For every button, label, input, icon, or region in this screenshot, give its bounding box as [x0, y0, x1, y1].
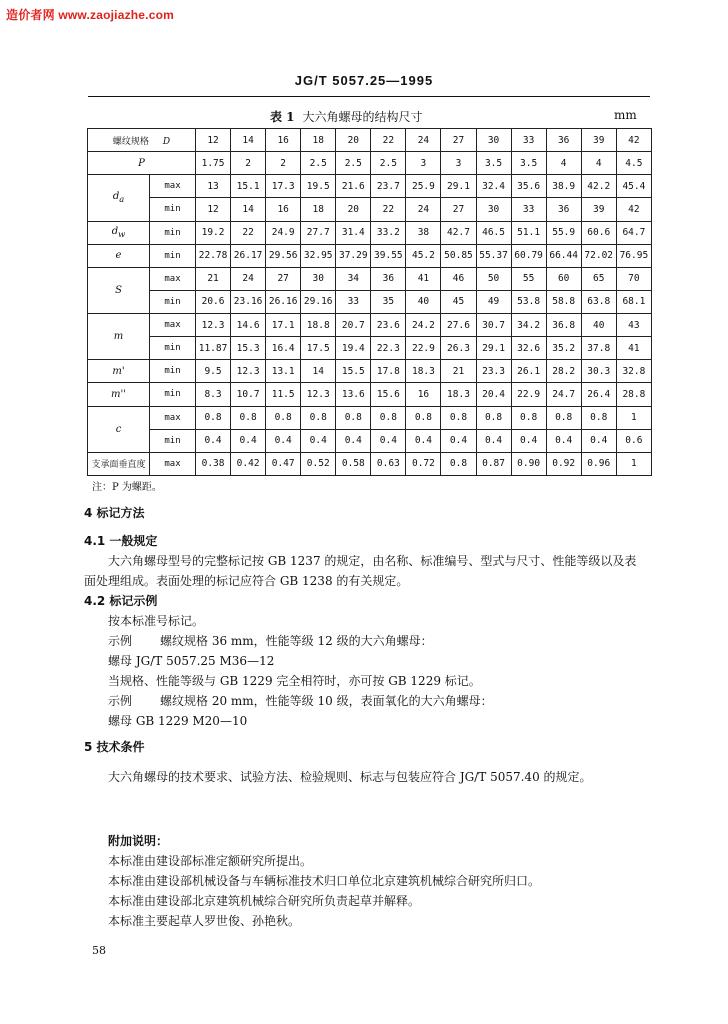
value-cell: 39 — [581, 198, 616, 221]
value-cell: 8.3 — [196, 383, 231, 406]
value-cell: 76.95 — [616, 244, 651, 267]
value-cell: 32.6 — [511, 337, 546, 360]
value-cell: 36.8 — [546, 314, 581, 337]
value-cell: 40 — [406, 290, 441, 313]
value-cell: 32.95 — [301, 244, 336, 267]
table-row-e — [88, 244, 652, 267]
table-unit: mm — [614, 108, 637, 122]
param-label: c — [88, 406, 150, 452]
limit-label: min — [150, 360, 196, 383]
value-cell: 29.56 — [266, 244, 301, 267]
value-cell: 36 — [546, 198, 581, 221]
section-4-2-line-1: 按本标准号标记。 — [108, 614, 205, 628]
value-cell: 2.5 — [301, 152, 336, 175]
param-label: $d_a$ — [88, 175, 150, 221]
value-cell: 13.6 — [336, 383, 371, 406]
value-cell: 55.37 — [476, 244, 511, 267]
value-cell: 0.8 — [511, 406, 546, 429]
value-cell: 34.2 — [511, 314, 546, 337]
value-cell: 0.52 — [301, 452, 336, 475]
param-label: S — [88, 267, 150, 313]
value-cell: 27.7 — [301, 221, 336, 244]
value-cell: 0.8 — [231, 406, 266, 429]
value-cell: 26.4 — [581, 383, 616, 406]
table-row-c-max — [88, 406, 652, 429]
value-cell: 22.9 — [511, 383, 546, 406]
value-cell: 2 — [266, 152, 301, 175]
value-cell: 2.5 — [336, 152, 371, 175]
value-cell: 14 — [231, 198, 266, 221]
size-cell: 27 — [441, 129, 476, 152]
value-cell: 33 — [511, 198, 546, 221]
value-cell: 18.8 — [301, 314, 336, 337]
value-cell: 32.4 — [476, 175, 511, 198]
param-label: P — [88, 152, 196, 175]
value-cell: 0.4 — [336, 429, 371, 452]
table-row-dw — [88, 221, 652, 244]
value-cell: 0.6 — [616, 429, 651, 452]
value-cell: 3 — [441, 152, 476, 175]
value-cell: 27.6 — [441, 314, 476, 337]
value-cell: 30.7 — [476, 314, 511, 337]
value-cell: 0.4 — [581, 429, 616, 452]
header-rule — [88, 96, 650, 97]
limit-label: max — [150, 406, 196, 429]
value-cell: 20.6 — [196, 290, 231, 313]
value-cell: 72.02 — [581, 244, 616, 267]
value-cell: 40 — [581, 314, 616, 337]
value-cell: 33 — [336, 290, 371, 313]
value-cell: 25.9 — [406, 175, 441, 198]
table-row-da-min — [88, 198, 652, 221]
size-cell: 24 — [406, 129, 441, 152]
page-number: 58 — [92, 944, 106, 957]
example-2-label: 示例 — [108, 694, 133, 708]
value-cell: 32.8 — [616, 360, 651, 383]
size-cell: 20 — [336, 129, 371, 152]
value-cell: 70 — [616, 267, 651, 290]
limit-label: min — [150, 221, 196, 244]
value-cell: 21 — [196, 267, 231, 290]
size-cell: 36 — [546, 129, 581, 152]
appendix-line-1: 本标准由建设部标准定额研究所提出。 — [108, 854, 313, 868]
value-cell: 0.4 — [301, 429, 336, 452]
limit-label: max — [150, 175, 196, 198]
value-cell: 3 — [406, 152, 441, 175]
value-cell: 18.3 — [441, 383, 476, 406]
example-1-marking: 螺母 JG/T 5057.25 M36—12 — [108, 654, 275, 668]
table-row-s-max — [88, 267, 652, 290]
value-cell: 43 — [616, 314, 651, 337]
value-cell: 34 — [336, 267, 371, 290]
value-cell: 63.8 — [581, 290, 616, 313]
param-label: m' — [88, 360, 150, 383]
value-cell: 30.3 — [581, 360, 616, 383]
value-cell: 65 — [581, 267, 616, 290]
param-label: $d_w$ — [88, 221, 150, 244]
value-cell: 0.58 — [336, 452, 371, 475]
value-cell: 0.4 — [511, 429, 546, 452]
size-cell: 14 — [231, 129, 266, 152]
value-cell: 4 — [581, 152, 616, 175]
value-cell: 21.6 — [336, 175, 371, 198]
value-cell: 0.8 — [336, 406, 371, 429]
value-cell: 16 — [406, 383, 441, 406]
value-cell: 4.5 — [616, 152, 651, 175]
value-cell: 23.6 — [371, 314, 406, 337]
value-cell: 68.1 — [616, 290, 651, 313]
value-cell: 46 — [441, 267, 476, 290]
value-cell: 11.87 — [196, 337, 231, 360]
example-1-text: 螺纹规格 36 mm，性能等级 12 级的大六角螺母： — [160, 634, 433, 648]
value-cell: 10.7 — [231, 383, 266, 406]
size-cell: 30 — [476, 129, 511, 152]
value-cell: 18 — [301, 198, 336, 221]
example-1-label: 示例 — [108, 634, 133, 648]
value-cell: 3.5 — [511, 152, 546, 175]
value-cell: 0.8 — [301, 406, 336, 429]
value-cell: 17.1 — [266, 314, 301, 337]
value-cell: 0.96 — [581, 452, 616, 475]
size-cell: 39 — [581, 129, 616, 152]
value-cell: 19.5 — [301, 175, 336, 198]
value-cell: 0.4 — [476, 429, 511, 452]
value-cell: 35 — [371, 290, 406, 313]
value-cell: 23.3 — [476, 360, 511, 383]
table-row-perpendicularity — [88, 452, 652, 475]
value-cell: 0.8 — [476, 406, 511, 429]
value-cell: 9.5 — [196, 360, 231, 383]
value-cell: 12.3 — [301, 383, 336, 406]
value-cell: 0.8 — [441, 452, 476, 475]
table-row-da-max — [88, 175, 652, 198]
limit-label: min — [150, 290, 196, 313]
section-4-1-line-2: 面处理组成。表面处理的标记应符合 GB 1238 的有关规定。 — [84, 574, 409, 588]
limit-label: min — [150, 429, 196, 452]
appendix-line-2: 本标准由建设部机械设备与车辆标准技术归口单位北京建筑机械综合研究所归口。 — [108, 874, 541, 888]
value-cell: 17.5 — [301, 337, 336, 360]
header-label: 螺纹规格 — [112, 136, 149, 147]
value-cell: 0.47 — [266, 452, 301, 475]
size-cell: 42 — [616, 129, 651, 152]
value-cell: 2.5 — [371, 152, 406, 175]
value-cell: 12 — [196, 198, 231, 221]
size-cell: 22 — [371, 129, 406, 152]
value-cell: 1 — [616, 452, 651, 475]
value-cell: 0.8 — [581, 406, 616, 429]
param-label: e — [88, 244, 150, 267]
value-cell: 26.1 — [511, 360, 546, 383]
site-watermark: 造价者网 www.zaojiazhe.com — [6, 8, 174, 22]
size-cell: 33 — [511, 129, 546, 152]
table-row-m-prime — [88, 360, 652, 383]
value-cell: 22 — [231, 221, 266, 244]
value-cell: 0.63 — [371, 452, 406, 475]
value-cell: 50 — [476, 267, 511, 290]
value-cell: 42 — [616, 198, 651, 221]
value-cell: 0.72 — [406, 452, 441, 475]
value-cell: 49 — [476, 290, 511, 313]
value-cell: 31.4 — [336, 221, 371, 244]
value-cell: 24 — [406, 198, 441, 221]
table-row-s-min — [88, 290, 652, 313]
value-cell: 12.3 — [196, 314, 231, 337]
value-cell: 45 — [441, 290, 476, 313]
value-cell: 29.1 — [441, 175, 476, 198]
param-label: m'' — [88, 383, 150, 406]
value-cell: 26.17 — [231, 244, 266, 267]
value-cell: 20.7 — [336, 314, 371, 337]
value-cell: 14 — [301, 360, 336, 383]
value-cell: 30 — [301, 267, 336, 290]
limit-label: min — [150, 383, 196, 406]
limit-label: min — [150, 198, 196, 221]
section-4-heading: 4 标记方法 — [84, 506, 145, 520]
header-label-cell — [88, 129, 196, 152]
value-cell: 24.7 — [546, 383, 581, 406]
value-cell: 20 — [336, 198, 371, 221]
value-cell: 20.4 — [476, 383, 511, 406]
dimension-table — [87, 128, 652, 476]
value-cell: 14.6 — [231, 314, 266, 337]
value-cell: 35.2 — [546, 337, 581, 360]
value-cell: 55.9 — [546, 221, 581, 244]
table-number: 表 1 — [270, 110, 295, 124]
limit-label: min — [150, 244, 196, 267]
value-cell: 0.8 — [546, 406, 581, 429]
value-cell: 0.8 — [196, 406, 231, 429]
value-cell: 0.42 — [231, 452, 266, 475]
value-cell: 50.85 — [441, 244, 476, 267]
value-cell: 22.3 — [371, 337, 406, 360]
value-cell: 36 — [371, 267, 406, 290]
value-cell: 23.16 — [231, 290, 266, 313]
value-cell: 53.8 — [511, 290, 546, 313]
value-cell: 13.1 — [266, 360, 301, 383]
size-cell: 12 — [196, 129, 231, 152]
value-cell: 30 — [476, 198, 511, 221]
value-cell: 0.8 — [406, 406, 441, 429]
value-cell: 41 — [616, 337, 651, 360]
value-cell: 45.2 — [406, 244, 441, 267]
value-cell: 26.16 — [266, 290, 301, 313]
value-cell: 24.2 — [406, 314, 441, 337]
value-cell: 37.29 — [336, 244, 371, 267]
section-4-1-line-1: 大六角螺母型号的完整标记按 GB 1237 的规定，由名称、标准编号、型式与尺寸、性能等级以及表 — [108, 554, 637, 568]
section-4-1-heading: 4.1 一般规定 — [84, 534, 158, 548]
value-cell: 0.4 — [546, 429, 581, 452]
value-cell: 24 — [231, 267, 266, 290]
table-row-p — [88, 152, 652, 175]
value-cell: 26.3 — [441, 337, 476, 360]
value-cell: 41 — [406, 267, 441, 290]
value-cell: 37.8 — [581, 337, 616, 360]
value-cell: 24.9 — [266, 221, 301, 244]
value-cell: 15.3 — [231, 337, 266, 360]
example-2-text: 螺纹规格 20 mm，性能等级 10 级，表面氧化的大六角螺母： — [160, 694, 493, 708]
value-cell: 23.7 — [371, 175, 406, 198]
value-cell: 0.90 — [511, 452, 546, 475]
value-cell: 22 — [371, 198, 406, 221]
value-cell: 45.4 — [616, 175, 651, 198]
value-cell: 17.3 — [266, 175, 301, 198]
value-cell: 35.6 — [511, 175, 546, 198]
table-row-m-double-prime — [88, 383, 652, 406]
value-cell: 21 — [441, 360, 476, 383]
section-4-2-heading: 4.2 标记示例 — [84, 594, 158, 608]
value-cell: 0.4 — [441, 429, 476, 452]
value-cell: 66.44 — [546, 244, 581, 267]
value-cell: 27 — [266, 267, 301, 290]
example-2 — [108, 692, 493, 709]
size-cell: 16 — [266, 129, 301, 152]
value-cell: 17.8 — [371, 360, 406, 383]
section-5-line-1: 大六角螺母的技术要求、试验方法、检验规则、标志与包装应符合 JG/T 5057.40 的规定。 — [108, 770, 592, 784]
value-cell: 2 — [231, 152, 266, 175]
section-4-2-line-2: 当规格、性能等级与 GB 1229 完全相符时，亦可按 GB 1229 标记。 — [108, 674, 481, 688]
appendix-heading: 附加说明： — [108, 834, 169, 848]
value-cell: 3.5 — [476, 152, 511, 175]
value-cell: 15.1 — [231, 175, 266, 198]
header-symbol: D — [162, 136, 171, 147]
value-cell: 29.16 — [301, 290, 336, 313]
value-cell: 42.7 — [441, 221, 476, 244]
table-title-text: 大六角螺母的结构尺寸 — [302, 110, 423, 124]
appendix-line-3: 本标准由建设部北京建筑机械综合研究所负责起草并解释。 — [108, 894, 421, 908]
value-cell: 60.79 — [511, 244, 546, 267]
value-cell: 42.2 — [581, 175, 616, 198]
value-cell: 19.4 — [336, 337, 371, 360]
value-cell: 0.4 — [196, 429, 231, 452]
param-label: 支承面垂直度 — [88, 452, 150, 475]
value-cell: 1 — [616, 406, 651, 429]
param-label: m — [88, 314, 150, 360]
section-5-heading: 5 技术条件 — [84, 740, 145, 754]
value-cell: 0.4 — [406, 429, 441, 452]
param-subscript: a — [119, 194, 125, 205]
value-cell: 29.1 — [476, 337, 511, 360]
value-cell: 28.2 — [546, 360, 581, 383]
value-cell: 16.4 — [266, 337, 301, 360]
value-cell: 0.4 — [371, 429, 406, 452]
value-cell: 4 — [546, 152, 581, 175]
value-cell: 39.55 — [371, 244, 406, 267]
value-cell: 22.78 — [196, 244, 231, 267]
value-cell: 15.6 — [371, 383, 406, 406]
limit-label: min — [150, 337, 196, 360]
value-cell: 46.5 — [476, 221, 511, 244]
value-cell: 11.5 — [266, 383, 301, 406]
value-cell: 58.8 — [546, 290, 581, 313]
value-cell: 0.4 — [266, 429, 301, 452]
value-cell: 55 — [511, 267, 546, 290]
value-cell: 18.3 — [406, 360, 441, 383]
value-cell: 19.2 — [196, 221, 231, 244]
table-header-row — [88, 129, 652, 152]
value-cell: 0.38 — [196, 452, 231, 475]
example-2-marking: 螺母 GB 1229 M20—10 — [108, 714, 248, 728]
table-title — [270, 108, 423, 125]
value-cell: 0.4 — [231, 429, 266, 452]
value-cell: 0.8 — [266, 406, 301, 429]
value-cell: 60.6 — [581, 221, 616, 244]
appendix-line-4: 本标准主要起草人罗世俊、孙艳秋。 — [108, 914, 301, 928]
param-subscript: w — [118, 229, 126, 240]
size-cell: 18 — [301, 129, 336, 152]
value-cell: 0.8 — [441, 406, 476, 429]
value-cell: 33.2 — [371, 221, 406, 244]
table-row-c-min — [88, 429, 652, 452]
limit-label: max — [150, 314, 196, 337]
standard-number: JG/T 5057.25—1995 — [294, 73, 434, 88]
value-cell: 64.7 — [616, 221, 651, 244]
limit-label: max — [150, 267, 196, 290]
value-cell: 51.1 — [511, 221, 546, 244]
value-cell: 22.9 — [406, 337, 441, 360]
value-cell: 16 — [266, 198, 301, 221]
table-row-m-max — [88, 314, 652, 337]
limit-label: max — [150, 452, 196, 475]
value-cell: 38 — [406, 221, 441, 244]
value-cell: 1.75 — [196, 152, 231, 175]
table-row-m-min — [88, 337, 652, 360]
value-cell: 15.5 — [336, 360, 371, 383]
value-cell: 12.3 — [231, 360, 266, 383]
value-cell: 0.8 — [371, 406, 406, 429]
value-cell: 0.92 — [546, 452, 581, 475]
value-cell: 0.87 — [476, 452, 511, 475]
value-cell: 13 — [196, 175, 231, 198]
value-cell: 28.8 — [616, 383, 651, 406]
value-cell: 38.9 — [546, 175, 581, 198]
example-1 — [108, 632, 433, 649]
value-cell: 60 — [546, 267, 581, 290]
value-cell: 27 — [441, 198, 476, 221]
table-note: 注：P 为螺距。 — [92, 482, 162, 493]
